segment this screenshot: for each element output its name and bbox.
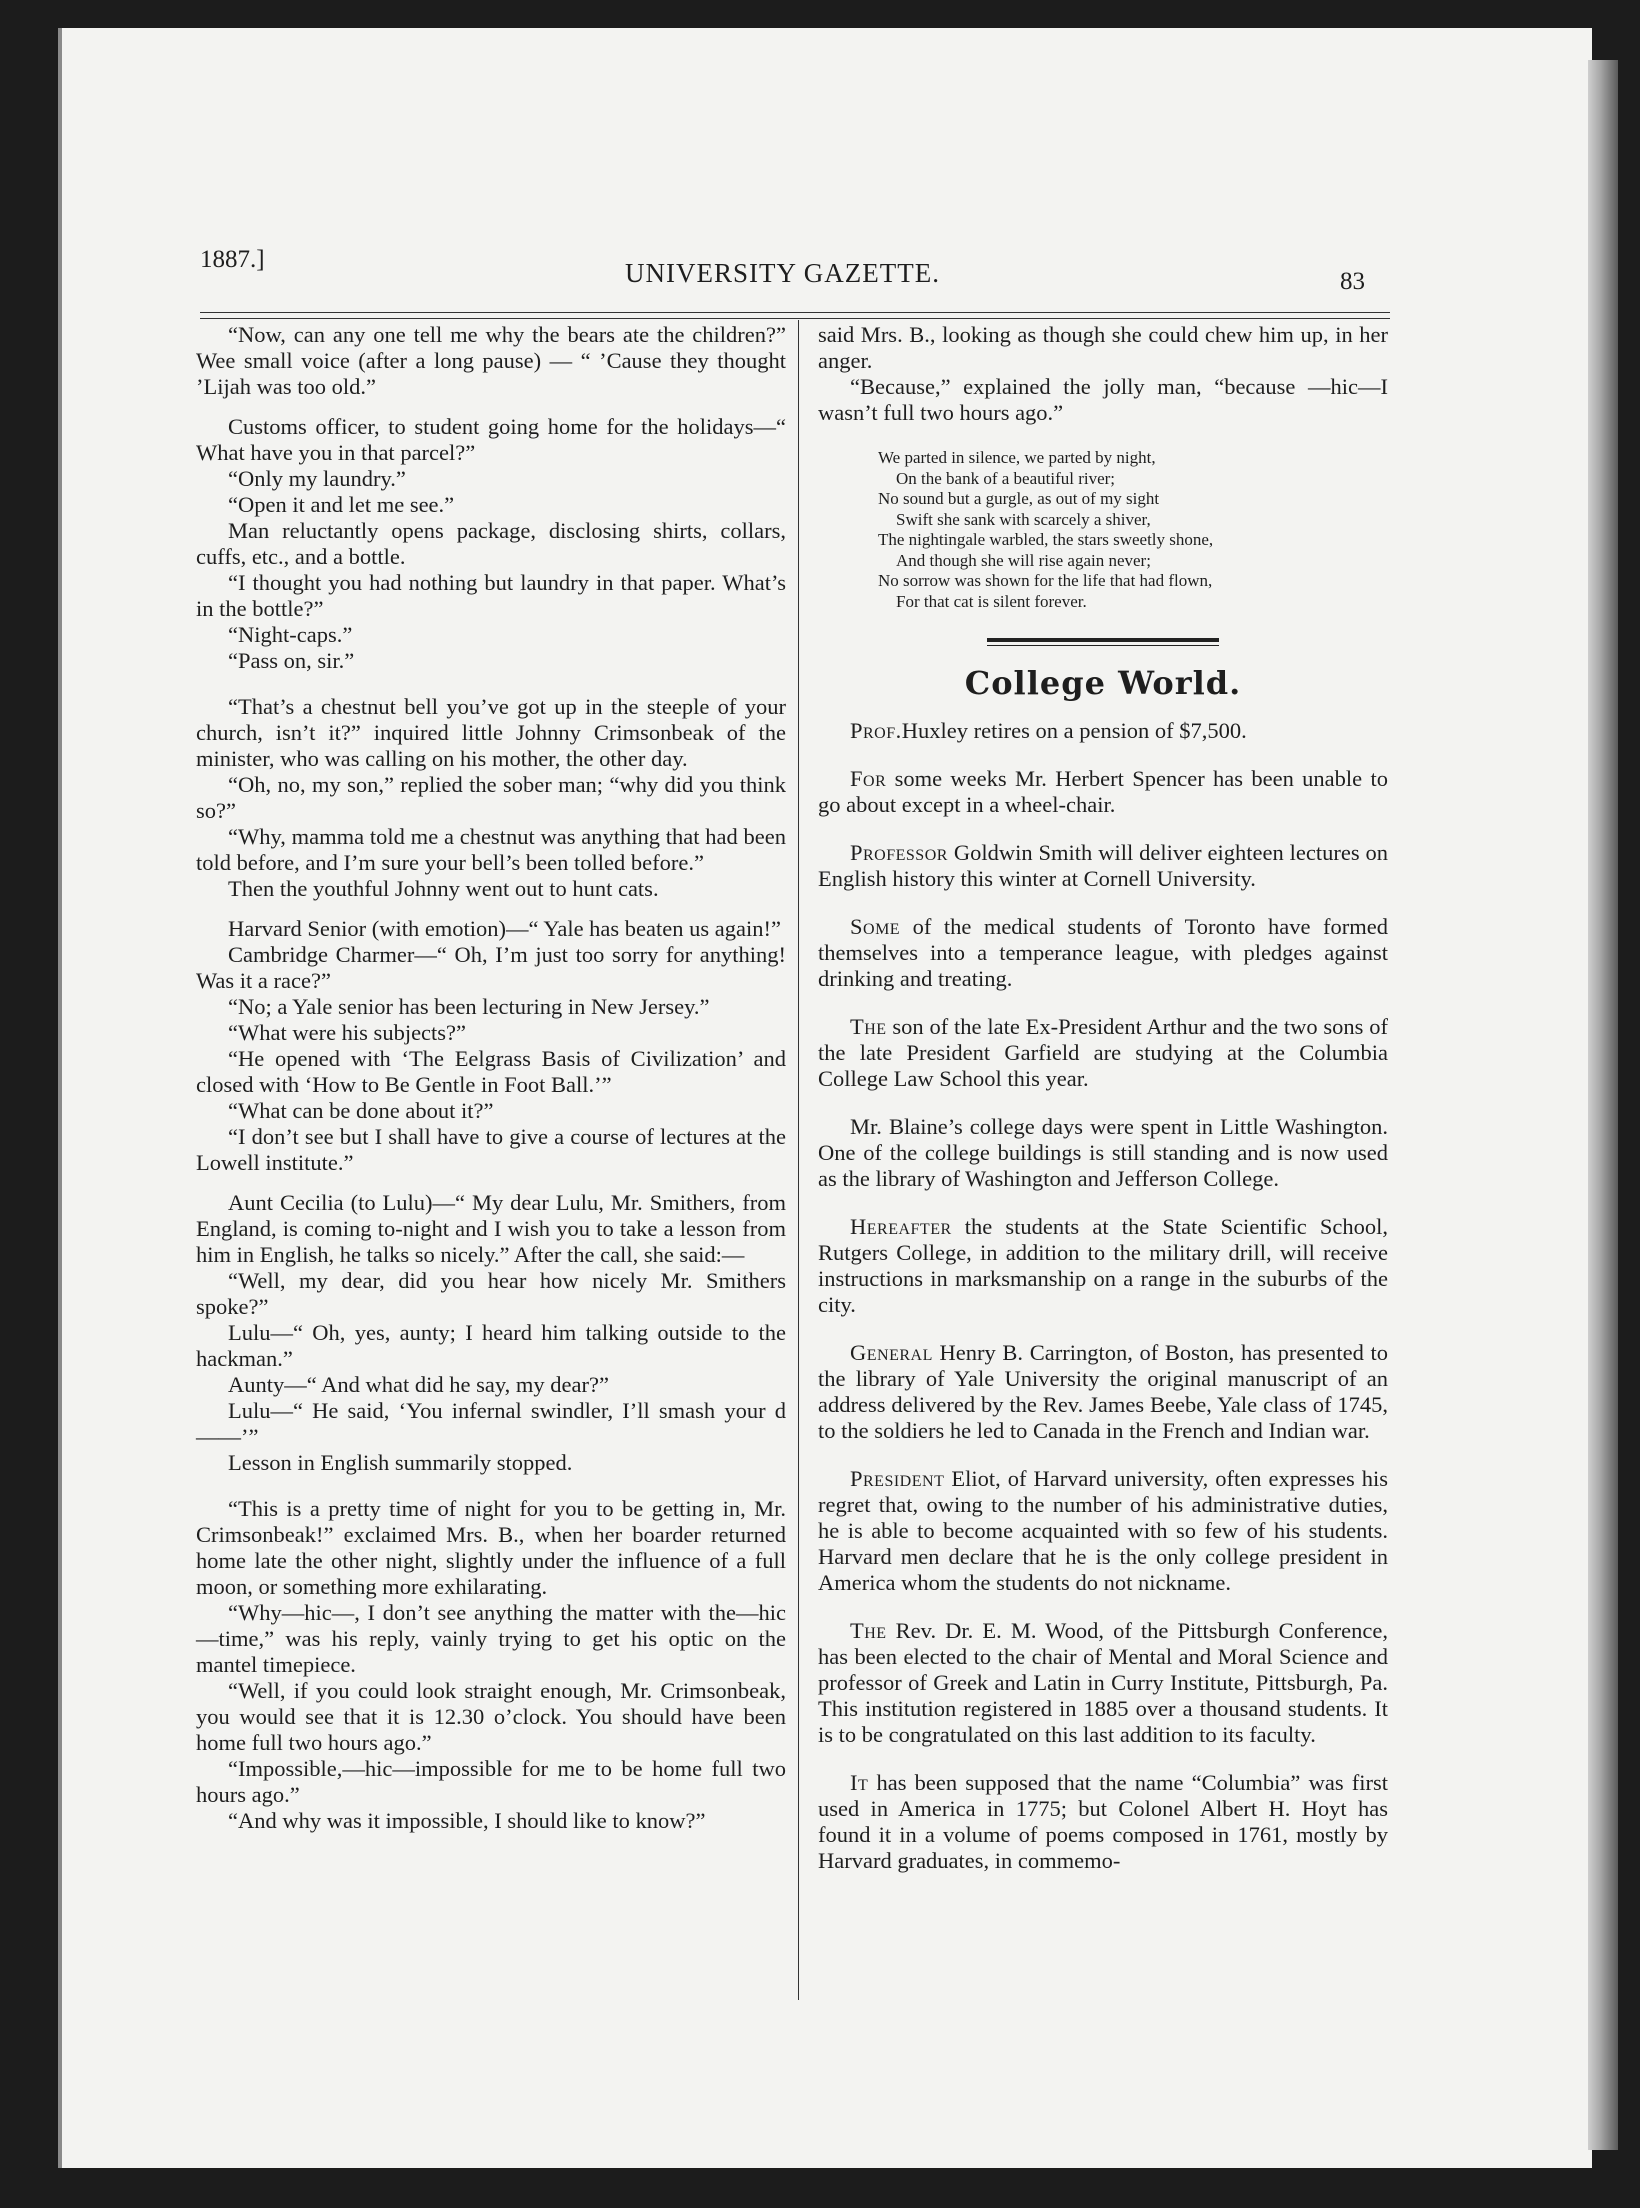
paragraph: “Well, my dear, did you hear how nicely Mr. Smithers spoke?” — [196, 1268, 786, 1319]
paragraph: “Open it and let me see.” — [228, 492, 455, 517]
news-item — [818, 1114, 1388, 1192]
news-lead: Professor — [850, 840, 948, 865]
ornamental-rule — [987, 638, 1219, 646]
news-item — [818, 1214, 1388, 1318]
paragraph: Harvard Senior (with emotion)—“ Yale has beaten us again!” — [228, 916, 781, 941]
paragraph: Lesson in English summarily stopped. — [228, 1450, 573, 1475]
paragraph: Lulu—“ He said, ‘You infernal swindler, I’ll smash your d——’” — [196, 1398, 786, 1449]
news-item — [818, 1014, 1388, 1092]
news-item — [818, 1466, 1388, 1596]
poem-line: No sorrow was shown for the life that had flown, — [878, 571, 1213, 590]
news-text: Huxley retires on a pension of $7,500. — [901, 718, 1247, 743]
news-text: some weeks Mr. Herbert Spencer has been unable to go about except in a wheel-chair. — [818, 766, 1388, 817]
news-text: Henry B. Carrington, of Boston, has presented to the library of Yale University the original manuscript of an address delivered by the Rev. James Beebe, Yale class of 1745, to the soldiers he led to Canada in the French and Indian war. — [818, 1340, 1388, 1443]
paragraph: said Mrs. B., looking as though she could chew him up, in her anger. — [818, 322, 1388, 373]
news-item — [818, 1340, 1388, 1444]
poem-line: The nightingale warbled, the stars sweetly shone, — [878, 530, 1214, 549]
poem-line: Swift she sank with scarcely a shiver, — [896, 509, 1151, 529]
poem — [878, 448, 1388, 612]
paragraph: Then the youthful Johnny went out to hunt cats. — [228, 876, 659, 901]
paragraph: “Now, can any one tell me why the bears ate the children?” Wee small voice (after a long pause) — “ ’Cause they thought ’Lijah was too old.” — [196, 322, 786, 399]
paragraph: “Well, if you could look straight enough, Mr. Crimsonbeak, you would see that it is 12.30 o’clock. You should have been home full two hours ago.” — [196, 1678, 786, 1755]
running-header — [200, 238, 1365, 295]
paragraph: “I don’t see but I shall have to give a course of lectures at the Lowell institute.” — [196, 1124, 786, 1175]
news-lead: President — [850, 1466, 945, 1491]
poem-line: For that cat is silent forever. — [896, 591, 1087, 611]
left-column — [196, 322, 786, 1834]
poem-line: We parted in silence, we parted by night, — [878, 448, 1156, 467]
news-text: the students at the State Scientific School, Rutgers College, in addition to the military drill, will receive instructions in marksmanship on a range in the suburbs of the city. — [818, 1214, 1388, 1317]
paragraph: “Night-caps.” — [228, 622, 353, 647]
section-title: College World. — [964, 664, 1242, 702]
header-rule-thin — [200, 318, 1390, 319]
news-item — [818, 766, 1388, 818]
paragraph: Aunty—“ And what did he say, my dear?” — [228, 1372, 609, 1397]
news-lead: Prof. — [850, 718, 902, 743]
paragraph: “This is a pretty time of night for you to be getting in, Mr. Crimsonbeak!” exclaimed Mrs. B., when her boarder returned home late the other night, slightly under the influence of a full moon, or something more exhilarating. — [196, 1496, 786, 1599]
news-item — [818, 1770, 1388, 1874]
news-lead: Some — [850, 914, 901, 939]
news-items — [818, 718, 1388, 1874]
news-item — [818, 914, 1388, 992]
paragraph: Aunt Cecilia (to Lulu)—“ My dear Lulu, Mr. Smithers, from England, is coming to-night and I wish you to take a lesson from him in English, he talks so nicely.” After the call, she said:— — [196, 1190, 786, 1267]
news-item — [818, 840, 1388, 892]
news-text: son of the late Ex-President Arthur and the two sons of the late President Garfield are studying at the Columbia College Law School this year. — [818, 1014, 1388, 1091]
news-lead: Hereafter — [850, 1214, 952, 1239]
anecdote-continuation — [818, 322, 1388, 426]
paragraph: “What were his subjects?” — [228, 1020, 467, 1045]
right-column — [818, 322, 1388, 1874]
poem-line: No sound but a gurgle, as out of my sight — [878, 489, 1160, 508]
paragraph: “Oh, no, my son,” replied the sober man; “why did you think so?” — [196, 772, 786, 823]
book-edge — [1588, 60, 1618, 2150]
column-divider — [798, 320, 799, 2000]
paragraph: “Why, mamma told me a chestnut was anything that had been told before, and I’m sure your bell’s been tolled before.” — [196, 824, 786, 875]
paragraph: “He opened with ‘The Eelgrass Basis of Civilization’ and closed with ‘How to Be Gentle in Foot Ball.’” — [196, 1046, 786, 1097]
paragraph: Cambridge Charmer—“ Oh, I’m just too sorry for anything! Was it a race?” — [196, 942, 786, 993]
paragraph: “Why—hic—, I don’t see anything the matter with the—hic—time,” was his reply, vainly trying to get his optic on the mantel timepiece. — [196, 1600, 786, 1677]
paragraph: “Because,” explained the jolly man, “because —hic—I wasn’t full two hours ago.” — [818, 374, 1388, 425]
news-text: Goldwin Smith will deliver eighteen lectures on English history this winter at Cornell University. — [818, 840, 1388, 891]
paragraph: “No; a Yale senior has been lecturing in New Jersey.” — [228, 994, 710, 1019]
header-year: 1887.] — [200, 246, 265, 273]
news-text: Mr. Blaine’s college days were spent in Little Washington. One of the college buildings is still standing and is now used as the library of Washington and Jefferson College. — [818, 1114, 1388, 1191]
news-text: Eliot, of Harvard university, often expresses his regret that, owing to the number of his administrative duties, he is able to become acquainted with so few of his students. Harvard men declare that he is the only college president in America whom the students do not nickname. — [818, 1466, 1388, 1595]
header-title: UNIVERSITY GAZETTE. — [625, 258, 940, 288]
paragraph: “What can be done about it?” — [228, 1098, 494, 1123]
news-item — [818, 718, 1388, 744]
paragraph: “Pass on, sir.” — [228, 648, 355, 673]
paragraph: Lulu—“ Oh, yes, aunty; I heard him talking outside to the hackman.” — [196, 1320, 786, 1371]
news-lead: The — [850, 1618, 887, 1643]
paragraph: “Impossible,—hic—impossible for me to be home full two hours ago.” — [196, 1756, 786, 1807]
poem-line: On the bank of a beautiful river; — [896, 468, 1116, 488]
news-lead: General — [850, 1340, 933, 1365]
poem-line: And though she will rise again never; — [896, 550, 1151, 570]
news-lead: For — [850, 766, 887, 791]
paragraph: Customs officer, to student going home for the holidays—“ What have you in that parcel?” — [196, 414, 786, 465]
header-rule — [200, 312, 1390, 313]
paragraph: “Only my laundry.” — [228, 466, 406, 491]
news-text: has been supposed that the name “Columbia” was first used in America in 1775; but Colonel Albert H. Hoyt has found it in a volume of poems composed in 1761, mostly by Harvard graduates, in commemo- — [818, 1770, 1388, 1873]
news-lead: It — [850, 1770, 869, 1795]
paragraph: “That’s a chestnut bell you’ve got up in the steeple of your church, isn’t it?” inquired little Johnny Crimsonbeak of the minister, who was calling on his mother, the other day. — [196, 694, 786, 771]
news-text: of the medical students of Toronto have formed themselves into a temperance league, with pledges against drinking and treating. — [818, 914, 1388, 991]
news-item — [818, 1618, 1388, 1748]
paragraph: Man reluctantly opens package, disclosing shirts, collars, cuffs, etc., and a bottle. — [196, 518, 786, 569]
news-lead: The — [850, 1014, 887, 1039]
page-number: 83 — [1340, 268, 1365, 295]
paragraph: “And why was it impossible, I should like to know?” — [228, 1808, 706, 1833]
news-text: Rev. Dr. E. M. Wood, of the Pittsburgh Conference, has been elected to the chair of Mental and Moral Science and professor of Greek and Latin in Curry Institute, Pittsburgh, Pa. This institution registered in 1885 over a thousand students. It is to be congratulated on this last addition to its faculty. — [818, 1618, 1388, 1747]
paragraph: “I thought you had nothing but laundry in that paper. What’s in the bottle?” — [196, 570, 786, 621]
